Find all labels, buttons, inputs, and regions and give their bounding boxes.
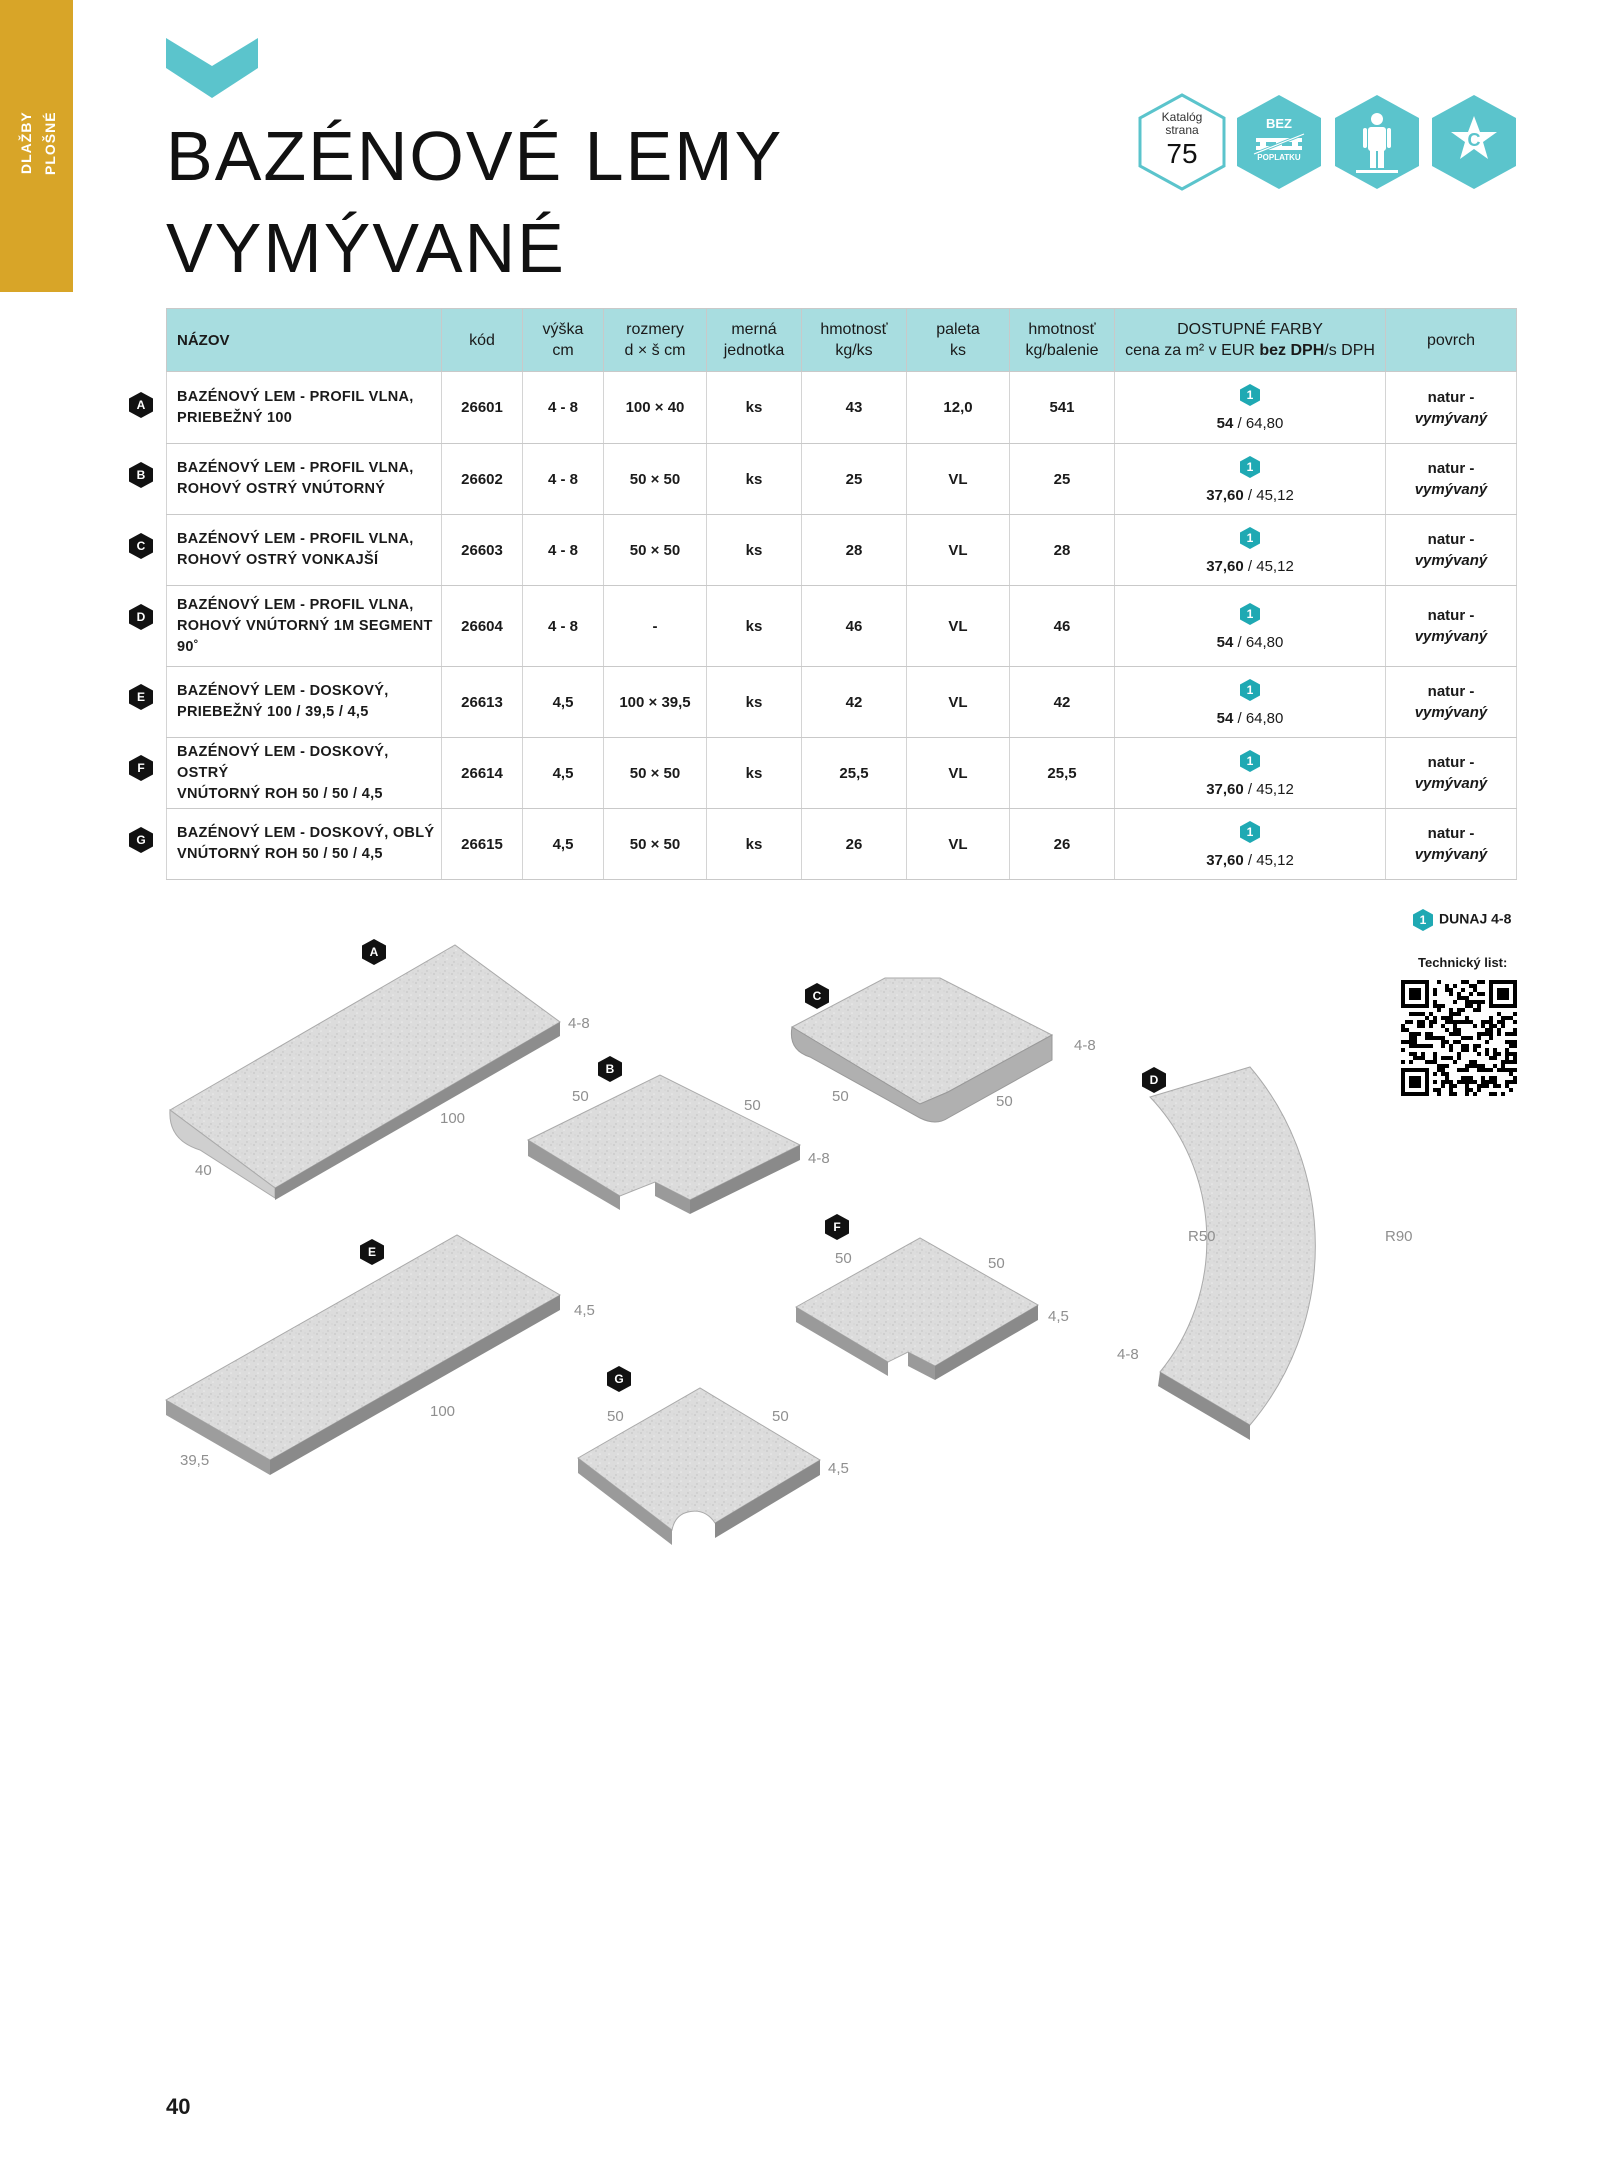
- header-weight-pkg-l1: hmotnosť: [1028, 321, 1096, 338]
- product-name-line: ROHOVÝ VNÚTORNÝ 1M SEGMENT: [177, 617, 433, 634]
- surface-line-2: vymývaný: [1414, 846, 1488, 863]
- catalog-page-number: 75: [1166, 138, 1198, 169]
- header-weight-pkg-l2: kg/balenie: [1025, 342, 1099, 359]
- product-code: 26601: [442, 372, 523, 444]
- product-dims: -: [604, 586, 707, 667]
- product-height: 4,5: [523, 667, 604, 738]
- dim-f-side-2: 50: [988, 1255, 1005, 1272]
- price-gross: 45,12: [1256, 486, 1294, 504]
- product-pallet: VL: [907, 738, 1010, 809]
- title-line-2: VYMÝVANÉ: [166, 209, 566, 287]
- product-weight-pkg: 26: [1010, 809, 1115, 880]
- product-dims: 50 × 50: [604, 809, 707, 880]
- price-gross: 45,12: [1256, 557, 1294, 575]
- header-code: kód: [442, 309, 523, 372]
- product-name-line: ROHOVÝ OSTRÝ VONKAJŠÍ: [177, 552, 379, 568]
- dim-a-height: 4-8: [568, 1015, 590, 1032]
- header-surface: povrch: [1386, 309, 1517, 372]
- diagram-label-text: G: [614, 1372, 624, 1386]
- product-name-line: BAZÉNOVÝ LEM - DOSKOVÝ, OSTRÝ: [177, 743, 389, 781]
- product-code: 26602: [442, 444, 523, 515]
- product-dims: 100 × 39,5: [604, 667, 707, 738]
- dim-f-height: 4,5: [1048, 1308, 1069, 1325]
- price-net: 54: [1216, 633, 1234, 651]
- diagram-piece-a: [170, 945, 560, 1200]
- price-net: 54: [1216, 415, 1234, 432]
- row-label: C: [136, 539, 146, 553]
- dim-g-side-2: 50: [772, 1408, 789, 1425]
- color-number: 1: [1246, 459, 1254, 474]
- product-name-line: BAZÉNOVÝ LEM - PROFIL VLNA,: [177, 596, 414, 613]
- header-name: NÁZOV: [167, 309, 442, 372]
- product-code: 26604: [442, 586, 523, 667]
- header-weight-l1: hmotnosť: [820, 321, 888, 338]
- product-weight: 28: [802, 515, 907, 586]
- dim-g-side-1: 50: [607, 1408, 624, 1425]
- header-weight-l2: kg/ks: [835, 342, 873, 359]
- surface-line-2: vymývaný: [1414, 481, 1488, 498]
- dim-d-outer-radius: R90: [1385, 1228, 1413, 1245]
- surface-line-1: natur -: [1427, 607, 1475, 624]
- product-weight: 26: [802, 809, 907, 880]
- side-tab-line-1: DLAŽBY: [18, 111, 34, 175]
- header-colors-net: bez DPH: [1259, 342, 1325, 359]
- title-line-1: BAZÉNOVÉ LEMY: [166, 117, 784, 195]
- header-dims-l1: rozmery: [626, 321, 684, 338]
- dim-b-side-1: 50: [572, 1088, 589, 1105]
- surface-line-1: natur -: [1427, 460, 1475, 477]
- product-pallet: VL: [907, 444, 1010, 515]
- free-pallet-label: BEZ: [1266, 116, 1292, 131]
- diagram-label-text: F: [833, 1220, 841, 1234]
- product-height: 4 - 8: [523, 515, 604, 586]
- product-name-line: BAZÉNOVÝ LEM - PROFIL VLNA,: [177, 531, 414, 547]
- diagram-piece-e: [166, 1235, 560, 1475]
- header-colors-l1: DOSTUPNÉ FARBY: [1177, 321, 1323, 338]
- diagram-label-f: [823, 1213, 851, 1241]
- product-pallet: VL: [907, 586, 1010, 667]
- diagram-label-a: [360, 938, 388, 966]
- row-label: B: [136, 468, 146, 482]
- product-unit: ks: [707, 372, 802, 444]
- product-weight: 43: [802, 372, 907, 444]
- product-pallet: 12,0: [907, 372, 1010, 444]
- product-code: 26613: [442, 667, 523, 738]
- product-name-line: PRIEBEŽNÝ 100 / 39,5 / 4,5: [177, 704, 369, 720]
- price-gross: 45,12: [1256, 780, 1294, 798]
- header-unit-l2: jednotka: [723, 342, 785, 359]
- product-price: 37,60 / 45,12: [1206, 557, 1294, 575]
- product-height: 4 - 8: [523, 444, 604, 515]
- header-height-l1: výška: [542, 321, 584, 338]
- surface-line-1: natur -: [1427, 754, 1475, 771]
- product-price: 54 / 64,80: [1216, 709, 1284, 727]
- color-number: 1: [1246, 606, 1254, 621]
- header-colors-price-label: cena za m² v EUR: [1125, 342, 1255, 359]
- product-name-line: PRIEBEŽNÝ 100: [177, 409, 293, 426]
- tech-sheet-label: Technický list:: [1418, 955, 1508, 970]
- class-letter: C: [1467, 130, 1481, 150]
- price-gross: 64,80: [1245, 415, 1284, 432]
- product-weight-pkg: 25: [1010, 444, 1115, 515]
- surface-line-2: vymývaný: [1414, 409, 1488, 427]
- price-net: 37,60: [1206, 486, 1244, 504]
- product-weight-pkg: 42: [1010, 667, 1115, 738]
- price-gross: 64,80: [1245, 709, 1284, 727]
- row-label: A: [136, 398, 146, 412]
- product-weight: 25,5: [802, 738, 907, 809]
- product-weight-pkg: 541: [1010, 372, 1115, 444]
- price-net: 37,60: [1206, 557, 1244, 575]
- product-price: 37,60 / 45,12: [1206, 780, 1294, 798]
- product-name-line: BAZÉNOVÝ LEM - DOSKOVÝ,: [177, 683, 389, 699]
- diagram-label-text: C: [812, 989, 822, 1003]
- color-number: 1: [1246, 682, 1254, 697]
- dim-e-height: 4,5: [574, 1302, 595, 1319]
- diagram-label-text: E: [367, 1245, 376, 1259]
- product-name-line: BAZÉNOVÝ LEM - DOSKOVÝ, OBLÝ: [177, 825, 435, 841]
- product-height: 4 - 8: [523, 586, 604, 667]
- diagram-piece-d: [1150, 1067, 1315, 1440]
- free-pallet-sublabel: POPLATKU: [1257, 153, 1301, 162]
- side-tab-line-2: PLOŠNÉ: [42, 111, 58, 175]
- product-code: 26614: [442, 738, 523, 809]
- color-number: 1: [1419, 913, 1427, 927]
- product-weight: 25: [802, 444, 907, 515]
- diagram-label-text: B: [605, 1062, 615, 1076]
- catalog-label-line-1: Katalóg: [1161, 110, 1203, 124]
- diagram-label-d: [1140, 1066, 1168, 1094]
- product-weight: 42: [802, 667, 907, 738]
- color-number: 1: [1246, 530, 1254, 545]
- surface-line-2: vymývaný: [1414, 704, 1488, 721]
- dim-c-height: 4-8: [1074, 1037, 1096, 1054]
- product-pallet: VL: [907, 515, 1010, 586]
- product-unit: ks: [707, 444, 802, 515]
- product-name-line: BAZÉNOVÝ LEM - PROFIL VLNA,: [177, 388, 414, 405]
- product-unit: ks: [707, 738, 802, 809]
- product-name-line: VNÚTORNÝ ROH 50 / 50 / 4,5: [177, 846, 383, 862]
- diagram-label-text: A: [369, 945, 379, 959]
- product-unit: ks: [707, 667, 802, 738]
- header-dims-l2: d × š cm: [624, 342, 686, 359]
- header-colors-gross: /s DPH: [1324, 342, 1375, 359]
- catalog-label-line-2: strana: [1165, 123, 1199, 137]
- product-unit: ks: [707, 515, 802, 586]
- product-height: 4,5: [523, 738, 604, 809]
- product-price: 54 / 64,80: [1216, 415, 1284, 432]
- price-net: 37,60: [1206, 780, 1244, 798]
- product-code: 26615: [442, 809, 523, 880]
- surface-line-2: vymývaný: [1414, 775, 1488, 792]
- row-label: G: [136, 833, 146, 847]
- color-number: 1: [1246, 753, 1254, 768]
- surface-line-2: vymývaný: [1414, 552, 1488, 569]
- product-pallet: VL: [907, 667, 1010, 738]
- header-pallet-l1: paleta: [936, 321, 980, 338]
- dim-d-inner-radius: R50: [1188, 1228, 1216, 1245]
- dim-g-height: 4,5: [828, 1460, 849, 1477]
- header-unit-l1: merná: [731, 321, 777, 338]
- product-unit: ks: [707, 809, 802, 880]
- price-net: 54: [1216, 709, 1234, 727]
- surface-line-1: natur -: [1427, 531, 1475, 548]
- product-weight-pkg: 28: [1010, 515, 1115, 586]
- dim-c-side-2: 50: [996, 1093, 1013, 1110]
- dim-b-side-2: 50: [744, 1097, 761, 1114]
- color-number: 1: [1246, 388, 1254, 402]
- product-weight: 46: [802, 586, 907, 667]
- product-dims: 50 × 50: [604, 444, 707, 515]
- dim-a-length: 100: [440, 1110, 466, 1127]
- row-label: F: [137, 761, 145, 775]
- color-number: 1: [1246, 824, 1254, 839]
- price-gross: 45,12: [1256, 851, 1294, 869]
- surface-line-1: natur -: [1427, 683, 1475, 700]
- dim-d-height: 4-8: [1117, 1346, 1139, 1363]
- price-net: 37,60: [1206, 851, 1244, 869]
- product-name-line: VNÚTORNÝ ROH 50 / 50 / 4,5: [177, 785, 383, 802]
- product-weight-pkg: 25,5: [1010, 738, 1115, 809]
- diagram-piece-b: [528, 1075, 800, 1214]
- row-label: E: [136, 690, 145, 704]
- product-code: 26603: [442, 515, 523, 586]
- surface-line-1: natur -: [1427, 388, 1475, 406]
- row-label: D: [136, 610, 146, 624]
- dim-e-width: 39,5: [180, 1452, 210, 1469]
- product-name-line: BAZÉNOVÝ LEM - PROFIL VLNA,: [177, 460, 414, 476]
- product-pallet: VL: [907, 809, 1010, 880]
- diagram-label-g: [605, 1365, 633, 1393]
- diagram-label-text: D: [1149, 1073, 1159, 1087]
- product-dims: 50 × 50: [604, 515, 707, 586]
- product-name-line: 90˚: [177, 638, 199, 655]
- product-height: 4,5: [523, 809, 604, 880]
- product-price: 37,60 / 45,12: [1206, 486, 1294, 504]
- product-name-line: ROHOVÝ OSTRÝ VNÚTORNÝ: [177, 481, 386, 497]
- surface-line-2: vymývaný: [1414, 628, 1488, 645]
- dim-e-length: 100: [430, 1403, 456, 1420]
- header-height-l2: cm: [552, 342, 574, 359]
- product-height: 4 - 8: [523, 372, 604, 444]
- diagram-label-e: [358, 1238, 386, 1266]
- diagram-label-c: [803, 982, 831, 1010]
- header-pallet-l2: ks: [950, 342, 966, 359]
- price-gross: 64,80: [1245, 633, 1284, 651]
- color-name: DUNAJ 4-8: [1439, 910, 1512, 927]
- page-number: 40: [166, 2094, 191, 2119]
- diagram-label-b: [596, 1055, 624, 1083]
- product-price: 54 / 64,80: [1216, 633, 1284, 651]
- product-price: 37,60 / 45,12: [1206, 851, 1294, 869]
- product-dims: 100 × 40: [604, 372, 707, 444]
- product-weight-pkg: 46: [1010, 586, 1115, 667]
- dim-b-height: 4-8: [808, 1150, 830, 1167]
- surface-line-1: natur -: [1427, 825, 1475, 842]
- product-unit: ks: [707, 586, 802, 667]
- dim-f-side-1: 50: [835, 1250, 852, 1267]
- product-dims: 50 × 50: [604, 738, 707, 809]
- dim-a-width: 40: [195, 1162, 212, 1179]
- dim-c-side-1: 50: [832, 1088, 849, 1105]
